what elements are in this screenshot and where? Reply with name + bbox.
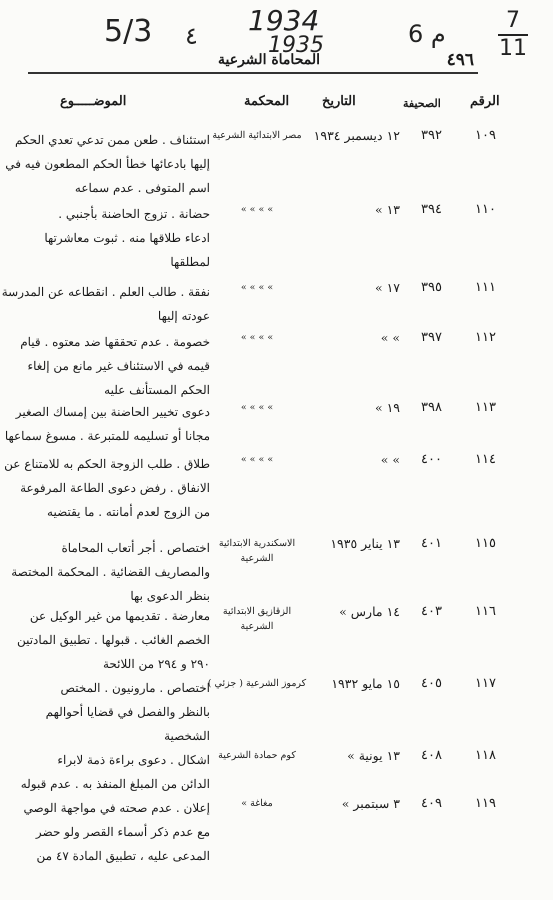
handwritten-date: 5/3 xyxy=(104,14,153,49)
topic-line: ادعاء طلاقها منه . ثبوت معاشرتها xyxy=(44,231,210,245)
topic-line: مع عدم ذكر أسماء القصر ولو حضر xyxy=(35,825,210,839)
entry-page: ٣٩٥ xyxy=(421,280,442,295)
entry-court: كوم حمادة الشرعية xyxy=(218,750,296,761)
entry-topic xyxy=(5,128,210,200)
topic-line: إليها بادعائها خطأ الحكم المطعون فيه في xyxy=(5,157,210,171)
entry-court: » » » » xyxy=(240,402,274,413)
entry-court: مغاغة » xyxy=(241,798,273,809)
entry-page: ٤٠٨ xyxy=(421,748,442,763)
topic-line: نفقة . طالب العلم . انقطاعه عن المدرسة xyxy=(1,285,210,299)
topic-line: إعلان . عدم صحته في مواجهة الوصي xyxy=(23,801,210,815)
entry-date: » » xyxy=(380,452,400,467)
entry-date: ١٢ ديسمبر ١٩٣٤ xyxy=(313,128,400,143)
page-number: ٤٩٦ xyxy=(446,50,474,70)
col-topic: الموضـــــوع xyxy=(60,94,127,109)
entry-number: ١١٩ xyxy=(475,796,496,811)
col-court: المحكمة xyxy=(244,94,290,109)
topic-line: قيمه في الاستئناف غير مانع من إلغاء xyxy=(27,359,210,373)
topic-line: بالنظر والفصل في قضايا أحوالهم xyxy=(45,705,210,719)
entry-date: ١٧ » xyxy=(374,280,400,295)
entry-court: » » » » xyxy=(240,282,274,293)
entry-court: الاسكندرية الابتدائية الشرعية xyxy=(218,538,296,564)
entry-number: ١١٦ xyxy=(475,604,496,619)
topic-line: بنظر الدعوى بها xyxy=(130,589,210,603)
topic-line: ٢٩٠ و ٢٩٤ من اللائحة xyxy=(103,657,210,671)
handwritten-fraction xyxy=(498,10,528,60)
entry-number: ١١٨ xyxy=(475,748,496,763)
topic-line: استئناف . طعن ممن تدعي تعدي الحكم xyxy=(15,133,210,147)
entry-court: » » » » xyxy=(240,454,274,465)
topic-line: الخصم الغائب . قبولها . تطبيق المادتين xyxy=(16,633,210,647)
topic-line: حضانة . تزوج الحاضنة بأجنبي . xyxy=(58,207,210,221)
entry-date: ١٥ مايو ١٩٣٢ xyxy=(331,676,400,691)
entry-court: » » » » xyxy=(240,204,274,215)
entry-page: ٣٩٤ xyxy=(421,202,442,217)
entry-page: ٤٠٥ xyxy=(421,676,442,691)
topic-line: اشكال . دعوى براءة ذمة لابراء xyxy=(57,753,210,767)
topic-line: مجانا أو تسليمه للمتبرعة . مسوغ سماعها xyxy=(4,429,210,443)
entry-number: ١١١ xyxy=(475,280,496,295)
entry-topic xyxy=(8,676,210,748)
handwritten-year-1: 1934 xyxy=(248,4,320,37)
handwritten-year-2: 1935 xyxy=(268,33,324,58)
entry-topic xyxy=(8,536,210,608)
topic-line: الحكم المستأنف عليه xyxy=(104,383,210,397)
entry-page: ٤٠١ xyxy=(421,536,442,551)
entry-date: ١٣ يناير ١٩٣٥ xyxy=(330,536,400,551)
topic-line: الدائن من المبلغ المنفذ به . عدم قبوله xyxy=(20,777,210,791)
entry-court: مصر الابتدائية الشرعية xyxy=(212,130,302,141)
entry-date: ١٣ » xyxy=(374,202,400,217)
col-number: الرقم xyxy=(470,94,500,109)
entry-court: كرموز الشرعية ( جزئي ) xyxy=(207,678,307,689)
col-date: التاريخ xyxy=(322,94,356,109)
entry-page: ٤٠٠ xyxy=(421,452,442,467)
entry-court: » » » » xyxy=(240,332,274,343)
entry-number: ١١٥ xyxy=(475,536,496,551)
entry-topic xyxy=(8,604,210,676)
topic-line: اسم المتوفى . عدم سماعه xyxy=(74,181,210,195)
entry-topic xyxy=(8,748,210,796)
entry-date: ١٩ » xyxy=(374,400,400,415)
entry-date: ١٤ مارس » xyxy=(339,604,400,619)
entry-page: ٤٠٣ xyxy=(421,604,442,619)
entry-page: ٤٠٩ xyxy=(421,796,442,811)
fraction-top: 7 xyxy=(506,8,520,33)
entry-topic xyxy=(8,330,210,402)
running-header xyxy=(28,50,478,74)
entry-number: ١١٠ xyxy=(475,202,496,217)
topic-line: معارضة . تقديمها من غير الوكيل عن xyxy=(29,609,210,623)
topic-line: لمطلقها xyxy=(170,255,210,269)
topic-line: خصومة . عدم تحققها ضد معتوه . قيام xyxy=(20,335,210,349)
topic-line: من الزوج لعدم أمانته . ما يقتضيه xyxy=(47,505,210,519)
topic-line: الشخصية xyxy=(164,729,210,743)
handwritten-code: 6 م xyxy=(408,20,446,48)
topic-line: طلاق . طلب الزوجة الحكم به للامتناع عن xyxy=(4,457,210,471)
entry-court: الزقازيق الابتدائية الشرعية xyxy=(222,606,292,632)
entry-number: ١٠٩ xyxy=(475,128,496,143)
entry-topic xyxy=(4,400,210,448)
entry-topic xyxy=(4,452,210,524)
topic-line: اختصاص . مارونيون . المختص xyxy=(60,681,210,695)
topic-line: عودته إليها xyxy=(157,309,210,323)
entry-number: ١١٣ xyxy=(475,400,496,415)
entry-page: ٣٩٢ xyxy=(421,128,442,143)
entry-number: ١١٧ xyxy=(475,676,496,691)
topic-line: والمصاريف القضائية . المحكمة المختصة xyxy=(11,565,210,579)
entry-page: ٣٩٨ xyxy=(421,400,442,415)
entry-date: » » xyxy=(380,330,400,345)
entry-date: ٣ سبتمبر » xyxy=(341,796,400,811)
col-page: الصحيفة xyxy=(403,97,441,110)
topic-line: المدعى عليه ، تطبيق المادة ٤٧ من xyxy=(36,849,210,863)
entry-page: ٣٩٧ xyxy=(421,330,442,345)
entry-topic xyxy=(8,796,210,868)
fraction-bottom: 11 xyxy=(499,36,527,61)
topic-line: دعوى تخيير الحاضنة بين إمساك الصغير xyxy=(15,405,210,419)
entry-topic xyxy=(8,202,210,274)
topic-line: الانفاق . رفض دعوى الطاعة المرفوعة xyxy=(20,481,210,495)
topic-line: اختصاص . أجر أتعاب المحاماة xyxy=(61,541,210,555)
entry-topic xyxy=(1,280,210,328)
entry-number: ١١٢ xyxy=(475,330,496,345)
handwritten-mark: ٤ xyxy=(185,22,198,50)
entry-date: ١٣ يونية » xyxy=(347,748,400,763)
running-title: المحاماة الشرعية xyxy=(218,52,320,68)
entry-number: ١١٤ xyxy=(475,452,496,467)
